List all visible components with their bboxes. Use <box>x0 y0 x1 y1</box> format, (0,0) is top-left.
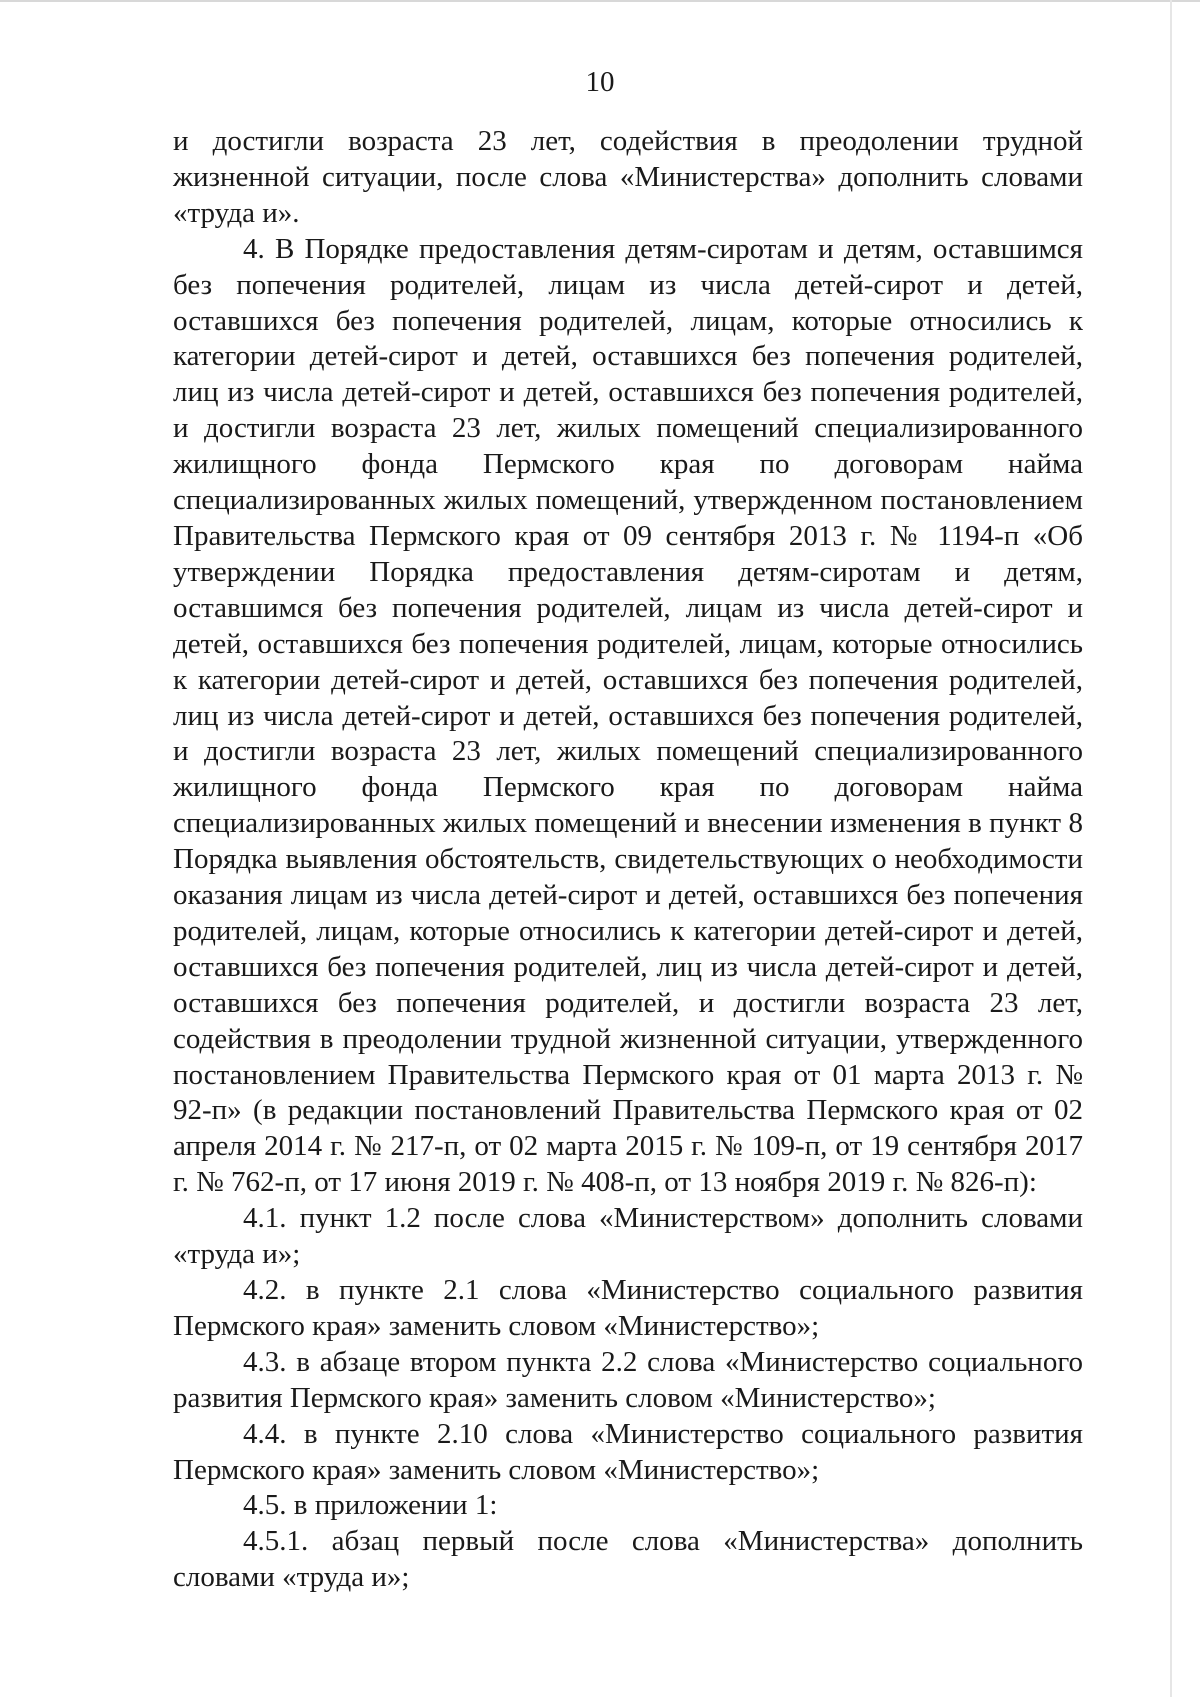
scan-edge-right <box>1170 0 1172 1697</box>
paragraph-item-4: 4. В Порядке предоставления детям-сиротам и детям, оставшимся без попечения родителей, лицам из числа детей-сирот и детей, оставшихся без попечения родителей, лицам, которые относились к категории детей-сирот и детей, оставшихся без попечения родителей, лиц из числа детей-сирот и детей, оставшихся без попечения родителей, и достигли возраста 23 лет, жилых помещений специализированного жилищного фонда Пермского края по договорам найма специализированных жилых помещений, утвержденном постановлением Правительства Пермского края от 09 сентября 2013 г. № 1194-п «Об утверждении Порядка предоставления детям-сиротам и детям, оставшимся без попечения родителей, лицам из числа детей-сирот и детей, оставшихся без попечения родителей, лицам, которые относились к категории детей-сирот и детей, оставшихся без попечения родителей, лиц из числа детей-сирот и детей, оставшихся без попечения родителей, и достигли возраста 23 лет, жилых помещений специализированного жилищного фонда Пермского края по договорам найма специализированных жилых помещений и внесении изменения в пункт 8 Порядка выявления обстоятельств, свидетельствующих о необходимости оказания лицам из числа детей-сирот и детей, оставшихся без попечения родителей, лицам, которые относились к категории детей-сирот и детей, оставшихся без попечения родителей, лиц из числа детей-сирот и детей, оставшихся без попечения родителей, и достигли возраста 23 лет, содействия в преодолении трудной жизненной ситуации, утвержденного постановлением Правительства Пермского края от 01 марта 2013 г. № 92-п» (в редакции постановлений Правительства Пермского края от 02 апреля 2014 г. № 217-п, от 02 марта 2015 г. № 109-п, от 19 сентября 2017 г. № 762-п, от 17 июня 2019 г. № 408-п, от 13 ноября 2019 г. № 826-п): <box>173 232 1083 1199</box>
document-body <box>173 124 1083 1596</box>
paragraph-item-4-4: 4.4. в пункте 2.10 слова «Министерство социального развития Пермского края» заменить словом «Министерство»; <box>173 1417 1083 1486</box>
paragraph-item-4-1: 4.1. пункт 1.2 после слова «Министерством» дополнить словами «труда и»; <box>173 1202 1083 1271</box>
paragraph-item-4-5-1: 4.5.1. абзац первый после слова «Министерства» дополнить словами «труда и»; <box>173 1525 1083 1594</box>
paragraph-item-4-2: 4.2. в пункте 2.1 слова «Министерство социального развития Пермского края» заменить словом «Министерство»; <box>173 1274 1083 1342</box>
scan-edge-top <box>0 0 1200 2</box>
paragraph-item-4-3: 4.3. в абзаце втором пункта 2.2 слова «Министерство социального развития Пермского края» заменить словом «Министерство»; <box>173 1345 1083 1414</box>
page-number: 10 <box>585 66 615 98</box>
paragraph-item-4-5: 4.5. в приложении 1: <box>243 1489 498 1522</box>
paragraph-continuation: и достигли возраста 23 лет, содействия в преодолении трудной жизненной ситуации, после слова «Министерства» дополнить словами «труда и». <box>173 125 1083 229</box>
